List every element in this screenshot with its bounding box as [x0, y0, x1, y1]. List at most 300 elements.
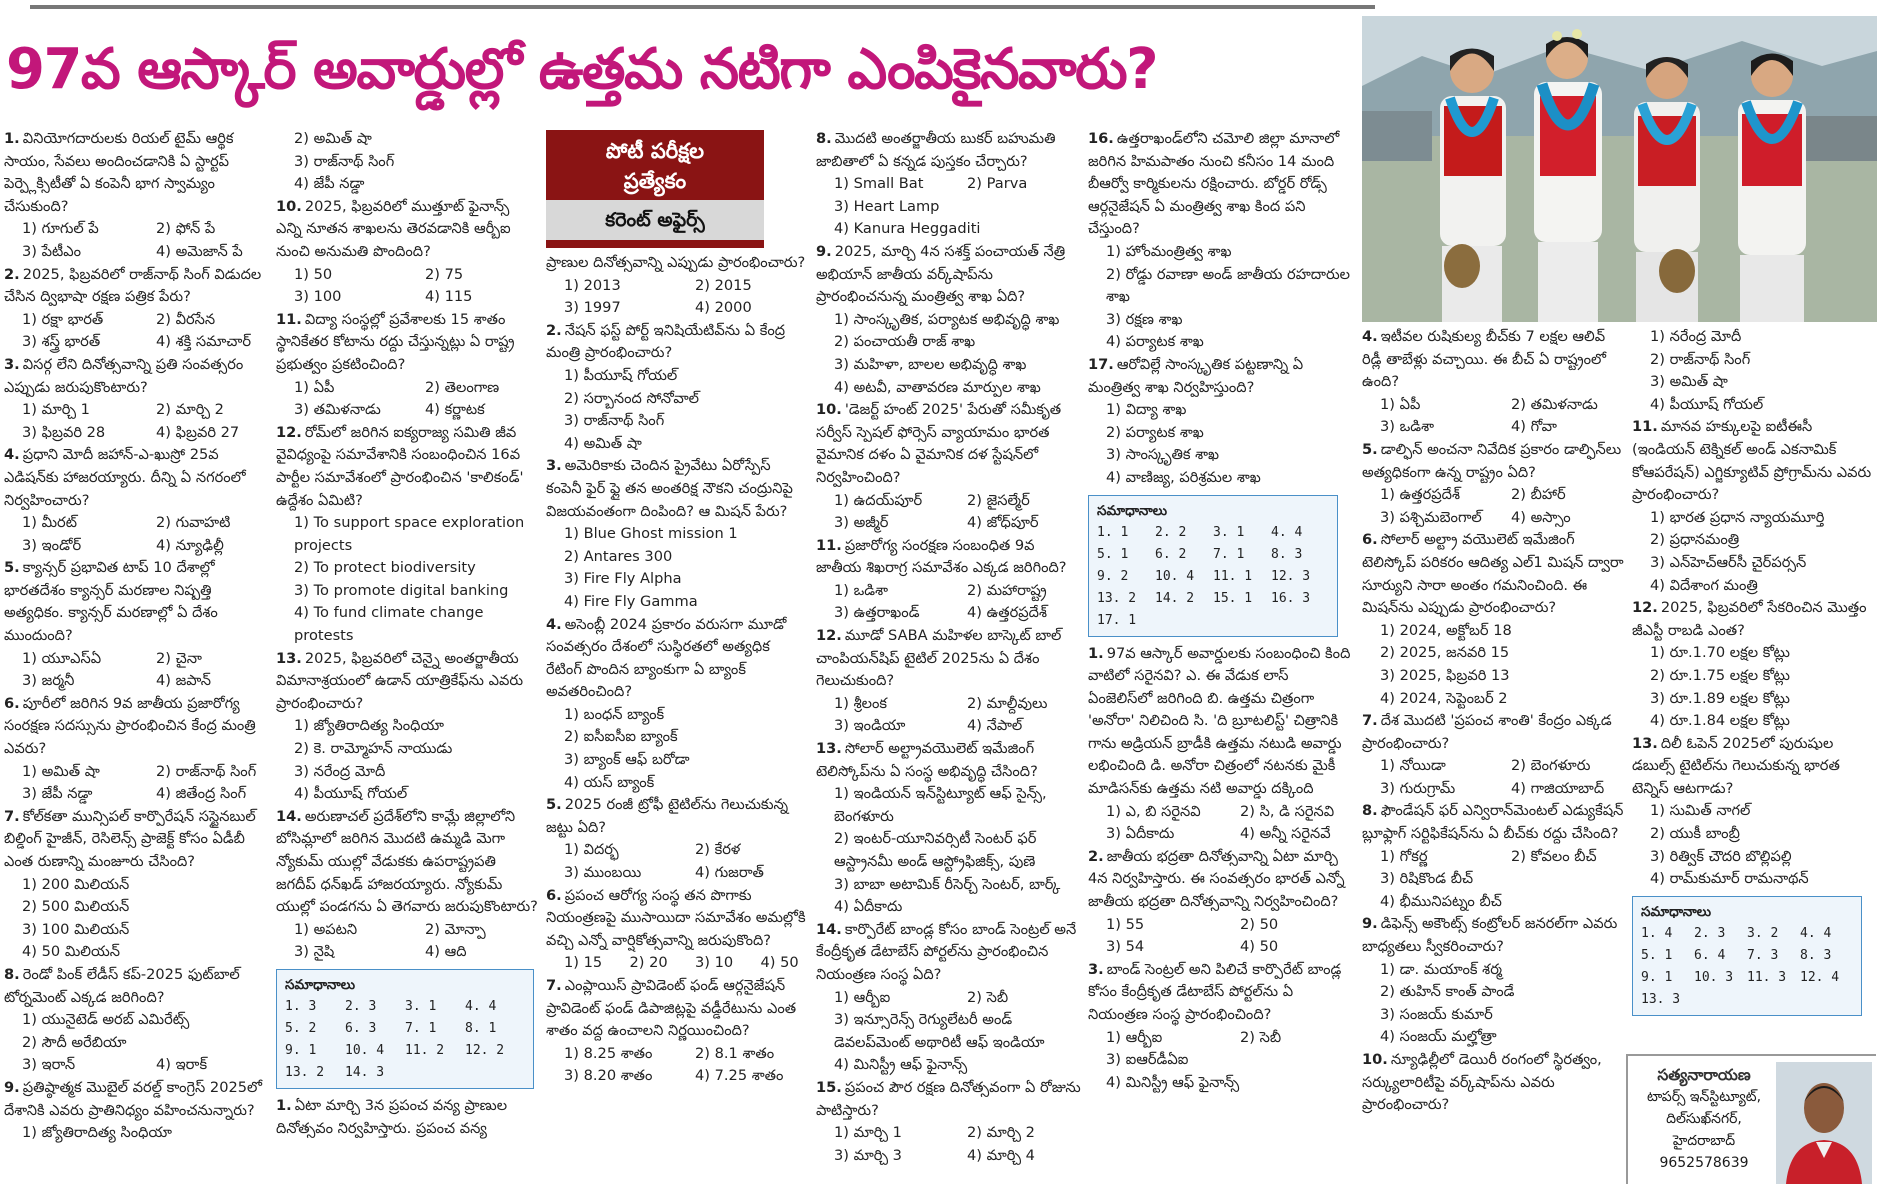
question-text: 17.: [1088, 355, 1114, 373]
answer-item: 14. 2: [1155, 590, 1195, 606]
question-9-options-cont: [276, 128, 538, 196]
option-item: 3) 54: [1106, 938, 1145, 956]
answer-item: 13. 3: [1641, 991, 1681, 1007]
question-text: 4.: [1362, 328, 1378, 345]
option-item: 1) ఎ, బి సరైనవి: [1106, 802, 1201, 820]
question-text: న్యూఢిల్లీలో డెయిరీ రంగంలో స్థిరత్వం, సర్క్యులారిటీపై వర్క్‌షాప్‌ను ఎవరు ప్రారంభించారు?: [1362, 1051, 1602, 1114]
question-text: సోలార్ అల్ట్రావయొలెట్ ఇమేజింగ్ టెలిస్కోప్‌ను ఏ సంస్థ అభివృద్ధి చేసింది?: [816, 740, 1038, 780]
answer-item: 9. 1: [1641, 969, 1673, 985]
option-item: 1) 50: [294, 265, 333, 283]
question-text: 10.: [1362, 1051, 1388, 1068]
option-item: 4) భీమునిపట్నం బీచ్: [1380, 892, 1502, 910]
question-text: 8.: [4, 965, 20, 983]
question-text: 11.: [1632, 418, 1658, 436]
option-item: 3) జర్మనీ: [22, 672, 75, 690]
option-item: 3) ఇండోర్: [22, 536, 82, 554]
option-item: 3) ఒడిశా: [1380, 418, 1434, 436]
option-item: 3) రిత్విక్ చౌదరి బొల్లిపల్లి: [1650, 847, 1792, 865]
option-item: 1) శ్రీలంక: [834, 694, 888, 712]
option-item: 4) ఫిబ్రవరి 27: [156, 423, 240, 441]
question-text: నేషన్ ఫస్ట్ పోర్ట్ ఇనిషియేటివ్‌ను ఏ కేంద్ర మంత్రి ప్రారంభించారు?: [546, 321, 786, 362]
option-item: 3) ఇన్సూరెన్స్ రెగ్యులేటరీ అండ్ డెవలప్‌మెంట్ అథారిటీ ఆఫ్ ఇండియా: [834, 1011, 1045, 1051]
option-item: 2) రాజ్‌నాథ్ సింగ్: [1650, 350, 1751, 368]
option-item: 1) Blue Ghost mission 1: [564, 525, 738, 543]
option-item: 1) సుమిత్ నాగల్: [1650, 802, 1751, 820]
question-text: ఎంప్లాయిస్ ప్రావిడెంట్ ఫండ్ ఆర్గనైజేషన్ ప్రావిడెంట్ ఫండ్ డిపాజిట్లపై వడ్డీరేటును ఎంత శాతం వద్ద ఉంచాలని నిర్ణయించింది?: [546, 977, 797, 1040]
option-item: 1) జ్యోతిరాదిత్య సింధియా: [294, 717, 444, 735]
option-item: 4) To fund climate change protests: [294, 604, 484, 645]
review-question-12: [1632, 597, 1878, 733]
review-question-10-options: [1632, 326, 1878, 416]
question-text: 97వ ఆస్కార్ అవార్డులకు సంబంధించి కింది వాటిలో సరైనవి? ఎ. ఈ వేడుక లాస్ ఏంజెలిస్‌లో జరిగింది బి. ఉత్తమ చిత్రంగా 'అనోరా' నిలిచింది సి. 'ది బ్రూటలిస్ట్' చిత్రానికి గాను అడ్రియన్ బ్రాడీకి ఉత్తమ నటుడి అవార్డు లభించింది డి. అనోరా చిత్రంలో నటనకు మైకీ మాడిసన్‌కు ఉత్తమ నటి అవార్డు దక్కింది: [1088, 644, 1351, 798]
option-item: 4) జోధ్‌పూర్: [967, 514, 1039, 532]
question-text: 9.: [816, 242, 832, 260]
option-item: 1) విదర్భ: [564, 841, 619, 859]
option-item: 4) ఆది: [425, 943, 467, 961]
answer-item: 2. 3: [345, 998, 377, 1014]
option-item: 3) సంజయ్ కుమార్: [1380, 1005, 1493, 1023]
option-item: 2) కేరళ: [695, 841, 741, 859]
option-item: 3) రిషికొండ బీచ్: [1380, 870, 1474, 888]
option-item: 1) డా. మయాంక్ శర్మ: [1380, 960, 1503, 978]
option-item: 4) రూ.1.84 లక్షల కోట్లు: [1650, 712, 1790, 730]
option-item: 2) మహారాష్ట్ర: [967, 581, 1047, 599]
practice-question-12: [816, 625, 1082, 738]
question-text: విసర్గ లేని దినోత్సవాన్ని ప్రతి సంవత్సరం ఎప్పుడు జరుపుకొంటారు?: [4, 355, 244, 396]
answer-item: 12. 2: [465, 1042, 505, 1058]
question-text: వినియోగదారులకు రియల్ టైమ్ ఆర్థిక సాయం, సేవలు అందించడానికి ఏ స్టార్టప్ పెర్ప్లెక్సిటీతో ఏ కంపెనీ భాగ స్వామ్యం చేసుకుంది?: [4, 130, 234, 215]
question-text: దేశ మొదటి 'ప్రపంచ శాంతి' కేంద్రం ఎక్కడ ప్రారంభించారు?: [1362, 712, 1612, 752]
option-item: 4) 2000: [695, 299, 752, 317]
option-item: 1) 55: [1106, 915, 1145, 933]
column-1: [4, 128, 272, 1188]
question-text: 11.: [276, 310, 302, 328]
answer-item: 5. 1: [1641, 947, 1673, 963]
practice-question-5: [546, 794, 808, 884]
question-text: కార్పొరేట్ బాండ్ల కోసం బాండ్ సెంట్రల్ అనే కేంద్రీకృత డేటాబేస్ పోర్టల్‌ను ప్రారంభించిన నియంత్రణ సంస్థ ఏది?: [816, 920, 1077, 983]
option-item: 4) 2024, సెప్టెంబర్ 2: [1380, 689, 1508, 707]
option-item: 3) ఏదీకాదు: [1106, 825, 1175, 843]
option-item: 4) జపాన్: [156, 672, 212, 690]
question-text: 8.: [1362, 802, 1378, 820]
option-item: 3) Fire Fly Alpha: [564, 570, 682, 588]
question-text: అసెంబ్లీ 2024 ప్రకారం వరుసగా మూడో సంవత్సరం దేశంలో సుస్థిరతలో అత్యధిక రేటింగ్ పొందిన బ్యాంకుగా ఏ బ్యాంక్ అవతరించింది?: [546, 615, 787, 701]
option-item: 2) 2015: [695, 276, 752, 294]
headline: 97వ ఆస్కార్ అవార్డుల్లో ఉత్తమ నటిగా ఎంపికైనవారు?: [6, 37, 1158, 102]
option-item: 2) తెలంగాణ: [425, 378, 500, 396]
option-item: 4) న్యూఢిల్లీ: [156, 536, 224, 554]
answer-item: 13. 2: [1097, 590, 1137, 606]
practice-question-16: [1088, 128, 1356, 354]
option-item: 1) బంధన్ బ్యాంక్: [564, 705, 665, 723]
answer-item: 3. 1: [405, 998, 437, 1014]
question-text: 2025, ఫిబ్రవరిలో రాజ్‌నాథ్ సింగ్ విడుదల చేసిన ద్విభాషా రక్షణ పత్రిక పేరు?: [4, 265, 262, 306]
question-text: 2.: [546, 321, 562, 339]
option-item: 4) సంజయ్ మల్హోత్రా: [1380, 1028, 1497, 1046]
option-item: 3) రక్షణ శాఖ: [1106, 310, 1183, 328]
question-text: 7.: [1362, 712, 1378, 730]
question-4: [4, 444, 272, 557]
question-text: 12.: [816, 627, 842, 645]
answer-item: 7. 1: [405, 1020, 437, 1036]
option-item: 1) ఉత్తరప్రదేశ్: [1380, 486, 1460, 504]
question-text: ఇటీవల రుషికుల్య బీచ్‌కు 7 లక్షల ఆలివ్ రిడ్లీ తాబేళ్లు వచ్చాయి. ఈ బీచ్ ఏ రాష్ట్రంలో ఉంది?: [1362, 328, 1606, 391]
option-item: 2) యుకీ బాంబ్రీ: [1650, 825, 1740, 843]
option-item: 4) మార్చి 4: [967, 1146, 1035, 1164]
option-item: 3) To promote digital banking: [294, 581, 509, 599]
option-item: 2) చైనా: [156, 649, 202, 667]
practice-question-6: [546, 885, 808, 975]
question-text: 5.: [1362, 440, 1378, 458]
question-text: 'డెజర్ట్ హంట్ 2025' పేరుతో సమీకృత సర్వీస్ స్పెషల్ ఫోర్సెస్ వ్యాయామం భారత వైమానిక దళం ఏ వైమానిక దళ స్టేషన్‌లో నిర్వహించింది?: [816, 401, 1062, 486]
option-item: 3) ఫిబ్రవరి 28: [22, 423, 106, 441]
option-item: 2) Parva: [967, 175, 1028, 193]
question-text: ప్రజారోగ్య సంరక్షణ సంబంధిత 9వ జాతీయ శిఖరాగ్ర సమావేశం ఎక్కడ జరిగింది?: [816, 536, 1067, 577]
option-item: 3) బాబా అటామిక్ రీసెర్చ్ సెంటర్, బార్క్: [834, 875, 1061, 893]
question-13: [276, 648, 538, 806]
question-text: 4.: [4, 446, 20, 464]
question-text: డాల్ఫిన్ అంచనా నివేదిక ప్రకారం డాల్ఫిన్‌లు అత్యధికంగా ఉన్న రాష్ట్రం ఏది?: [1362, 440, 1622, 481]
answer-item: 17. 1: [1097, 612, 1137, 628]
option-item: 2) సెబీ: [1240, 1028, 1282, 1046]
practice-question-17: [1088, 354, 1356, 490]
option-item: 1) 2024, అక్టోబర్ 18: [1380, 621, 1512, 639]
question-text: కోల్‌కతా మున్సిపల్ కార్పొరేషన్ సస్టైనబుల్ బిల్డింగ్ హైజీన్, రెసిలెన్స్ ప్రాజెక్ట్ కోసం ఏడీబీ ఎంత రుణాన్ని మంజూరు చేసింది?: [4, 807, 256, 870]
option-item: 1) గూగుల్ పే: [22, 220, 99, 238]
option-item: 4) అన్నీ సరైనవే: [1240, 825, 1331, 843]
option-item: 3) నరేంద్ర మోదీ: [294, 762, 386, 780]
question-text: 13.: [816, 740, 842, 758]
option-item: 1) గోకర్ణ: [1380, 847, 1428, 865]
option-item: 2) మోన్పా: [425, 920, 486, 938]
option-item: 3) ఎన్‌హెచ్ఆర్‌సీ చైర్‌పర్సన్: [1650, 553, 1807, 571]
question-text: విద్యా సంస్థల్లో ప్రవేశాలకు 15 శాతం స్థానికేతర కోటాను రద్దు చేస్తున్నట్లు ఏ రాష్ట్ర ప్రభుత్వం ప్రకటించింది?: [276, 310, 515, 373]
question-text: 14.: [276, 807, 302, 825]
option-item: 1) భారత ప్రధాన న్యాయమూర్తి: [1650, 508, 1825, 526]
answers-box: సమాధానాలు 1. 1 2. 2 3. 1 4. 4 5. 1 6. 2 7. 1 8. 3 9. 2 10. 4 11. 1 12. 3 13. 2 14. 2 15. 1 16. 3 17. 1: [1088, 495, 1338, 637]
option-item: 4) పీయూష్ గోయల్: [1650, 395, 1764, 413]
option-item: 2) అమిత్ షా: [294, 130, 372, 147]
option-item: 3) 2025, ఫిబ్రవరి 13: [1380, 666, 1510, 684]
option-item: 4) 50: [760, 954, 799, 972]
option-item: 1) ఆర్బీఐ: [834, 988, 891, 1006]
option-item: 2) Antares 300: [564, 547, 673, 565]
option-item: 1) ఉదయ్‌పూర్: [834, 491, 923, 509]
option-item: 1) యూఎస్ఏ: [22, 649, 102, 667]
option-item: 3) బ్యాంక్ ఆఫ్ బరోడా: [564, 751, 690, 769]
answer-item: 8. 1: [465, 1020, 497, 1036]
question-text: 14.: [816, 920, 842, 938]
option-item: 1) మార్చి 1: [834, 1124, 902, 1142]
option-item: 4) పీయూష్ గోయల్: [294, 785, 408, 803]
answer-item: 13. 2: [285, 1064, 325, 1080]
section-banner: పోటీ పరీక్షల ప్రత్యేకం కరెంట్ అఫైర్స్: [546, 130, 764, 248]
option-item: 4) అమెజాన్ పే: [156, 242, 243, 260]
question-text: ఆరోవిల్లే సాంస్కృతిక పట్టణాన్ని ఏ మంత్రిత్వ శాఖ నిర్వహిస్తుంది?: [1088, 355, 1304, 396]
question-text: 9.: [1362, 915, 1378, 933]
question-text: 7.: [4, 807, 20, 825]
answer-item: 2. 3: [1694, 925, 1726, 941]
review-question-10: [1362, 1049, 1624, 1117]
option-item: 3) శస్త్ర్ భారత్: [22, 333, 101, 351]
question-text: 1.: [1088, 644, 1104, 662]
question-text: 2025, ఫిబ్రవరిలో చెన్నై అంతర్జాతీయ విమానాశ్రయంలో ఉడాన్ యాత్రికేఫ్‌ను ఎవరు ప్రారంభించారు?: [276, 649, 524, 712]
option-item: 1) మీరట్: [22, 514, 77, 532]
question-text: 16.: [1088, 130, 1114, 147]
option-item: 4) పర్యాటక శాఖ: [1106, 333, 1204, 351]
option-item: 2) కె. రామ్మోహన్ నాయుడు: [294, 740, 453, 758]
practice-question-1-cont: ప్రాణుల దినోత్సవాన్ని ఎప్పుడు ప్రారంభించారు? 1) 2013 2) 2015 3) 1997 4) 2000: [546, 252, 808, 320]
practice-question-2: [546, 320, 808, 456]
option-item: 2) కోవలం బీచ్: [1511, 847, 1597, 865]
answer-item: 6. 3: [345, 1020, 377, 1036]
answer-item: 7. 3: [1747, 947, 1779, 963]
option-item: 2) జైసల్మేర్: [967, 491, 1030, 509]
option-item: 1) పీయూష్ గోయల్: [564, 366, 678, 384]
question-text: అరుణాచల్ ప్రదేశ్‌లోని కామ్లే జిల్లాలోని బోసిమ్లాలో జరిగిన మొదటి ఉమ్మడి మెగా న్యోకుమ్ యుల్లో వేడుకకు ఉపరాష్ట్రపతి జగదీప్ ధన్‌ఖడ్ హాజరయ్యారు. న్యోకుమ్ యుల్లో పండగను ఏ తెగవారు జరుపుకొంటారు?: [276, 807, 538, 916]
option-item: 1) 8.25 శాతం: [564, 1044, 653, 1062]
option-item: 2) పర్యాటక శాఖ: [1106, 423, 1204, 441]
review-question-11: [1632, 416, 1878, 597]
question-7: [4, 806, 272, 964]
option-item: 4) అమిత్ షా: [564, 434, 642, 452]
question-text: 1.: [276, 1096, 292, 1114]
option-item: 2) మార్చి 2: [156, 401, 224, 419]
answer-item: 11. 3: [1747, 969, 1787, 985]
option-item: 1) నోయిడా: [1380, 757, 1446, 775]
question-8: [4, 964, 272, 1077]
option-item: 3) 10: [695, 954, 734, 972]
author-box: [1626, 1054, 1876, 1184]
option-item: 1) మార్చి 1: [22, 401, 90, 419]
option-item: 2) రాజ్‌నాథ్ సింగ్: [156, 762, 257, 780]
option-item: 4) యస్ బ్యాంక్: [564, 773, 655, 791]
question-text: మూడో SABA మహిళల బాస్కెట్ బాల్ చాంపియన్‌షిప్ టైటిల్ 2025ను ఏ దేశం గెలుచుకుంది?: [816, 627, 1062, 690]
answer-item: 11. 1: [1213, 568, 1253, 584]
answer-item: 14. 3: [345, 1064, 385, 1080]
practice-question-3: [546, 455, 808, 613]
question-1: [4, 128, 272, 264]
option-item: 1) ఏపీ: [1380, 395, 1421, 413]
question-text: 5.: [4, 559, 20, 577]
question-12: [276, 422, 538, 648]
review-question-1: [1088, 643, 1356, 846]
question-9: [4, 1077, 272, 1145]
question-text: 12.: [276, 423, 302, 441]
option-item: 2) 8.1 శాతం: [695, 1044, 775, 1062]
question-10: [276, 196, 538, 309]
option-item: 3) మార్చి 3: [834, 1146, 902, 1164]
option-item: 2) మాల్దీవులు: [967, 694, 1048, 712]
practice-question-9: [816, 241, 1082, 399]
practice-question-7: [546, 975, 808, 1088]
question-14: [276, 806, 538, 964]
option-item: 2) ప్రధానమంత్రి: [1650, 531, 1740, 549]
option-item: 3) నైషి: [294, 943, 335, 961]
answer-item: 12. 4: [1800, 969, 1840, 985]
option-item: 4) అటవీ, వాతావరణ మార్పుల శాఖ: [834, 378, 1041, 396]
option-item: 3) సాంస్కృతిక శాఖ: [1106, 446, 1220, 464]
column-3: [546, 252, 808, 1188]
practice-question-13: [816, 738, 1082, 919]
answers-box: సమాధానాలు 1. 3 2. 3 3. 1 4. 4 5. 2 6. 3 7. 1 8. 1 9. 1 10. 4 11. 2 12. 2 13. 2 14. 3: [276, 969, 534, 1089]
review-question-6: [1362, 529, 1624, 710]
question-text: 11.: [816, 536, 842, 554]
option-item: 4) గుజరాత్: [695, 864, 764, 882]
option-item: 2) వీరసేన: [156, 310, 216, 328]
practice-question-15: [816, 1077, 1082, 1167]
option-item: 4) మినిస్ట్రీ ఆఫ్ ఫైనాన్స్: [1106, 1073, 1240, 1091]
option-item: 2) 50: [1240, 915, 1279, 933]
option-item: 2) గువాహటి: [156, 514, 231, 532]
question-text: 6.: [4, 694, 20, 712]
option-item: 1) రూ.1.70 లక్షల కోట్లు: [1650, 644, 1790, 662]
practice-question-1: [276, 1095, 538, 1140]
option-item: 1) జ్యోతిరాదిత్య సింధియా: [22, 1124, 172, 1142]
option-item: 2) తమిళనాడు: [1511, 395, 1598, 413]
option-item: 4) Kanura Heggaditi: [834, 220, 981, 238]
column-6: [1362, 326, 1624, 1188]
option-item: 1) సాంస్కృతిక, పర్యాటక అభివృద్ధి శాఖ: [834, 310, 1060, 328]
option-item: 1) ఇండియన్ ఇన్‌స్టిట్యూట్ ఆఫ్ సైన్స్, బెంగళూరు: [834, 785, 1047, 825]
question-text: క్యాన్సర్ ప్రభావిత టాప్ 10 దేశాల్లో భారతదేశం క్యాన్సర్ మరణాల నిష్పత్తి అత్యధికం. క్యాన్సర్ మరణాల్లో ఏ దేశం ముందుంది?: [4, 559, 218, 645]
option-item: 4) 50: [1240, 938, 1279, 956]
review-question-3: [1088, 959, 1356, 1095]
question-text: 3.: [1088, 960, 1104, 978]
option-item: 2) సౌదీ అరేబియా: [22, 1033, 127, 1051]
column-2: [276, 128, 538, 1188]
question-text: 3.: [4, 355, 20, 373]
answer-item: 6. 2: [1155, 546, 1187, 562]
option-item: 3) ఇరాన్: [22, 1056, 76, 1074]
answer-item: 6. 4: [1694, 947, 1726, 963]
answer-item: 4. 4: [465, 998, 497, 1014]
news-photo: [1362, 16, 1877, 322]
option-item: 1) నరేంద్ర మోదీ: [1650, 328, 1742, 345]
question-text: 2025 రంజీ ట్రోఫీ టైటిల్‌ను గెలుచుకున్న జట్టు ఏది?: [546, 796, 789, 836]
answer-item: 4. 4: [1271, 524, 1303, 540]
question-text: 10.: [276, 197, 302, 215]
question-text: 15.: [816, 1078, 842, 1096]
option-item: 1) To support space exploration projects: [294, 514, 525, 554]
answer-item: 9. 2: [1097, 568, 1129, 584]
option-item: 3) జేపీ నడ్డా: [22, 785, 93, 803]
option-item: 4) అస్సాం: [1511, 508, 1571, 526]
practice-question-4: [546, 614, 808, 795]
option-item: 4) కర్ణాటక: [425, 401, 485, 419]
answers-box: సమాధానాలు 1. 4 2. 3 3. 2 4. 4 5. 1 6. 4 7. 3 8. 3 9. 1 10. 3 11. 3 12. 4 13. 3: [1632, 896, 1862, 1016]
answer-item: 2. 2: [1155, 524, 1187, 540]
option-item: 3) 1997: [564, 299, 621, 317]
question-3: [4, 354, 272, 444]
question-11: [276, 309, 538, 422]
answer-item: 10. 4: [345, 1042, 385, 1058]
review-question-2: [1088, 846, 1356, 959]
option-item: 2) To protect biodiversity: [294, 559, 476, 577]
option-item: 2) పంచాయతీ రాజ్ శాఖ: [834, 333, 976, 351]
answer-item: 9. 1: [285, 1042, 317, 1058]
option-item: 4) శక్తి సమాచార్: [156, 333, 252, 351]
option-item: 2) బీహార్: [1511, 486, 1566, 504]
question-text: 2.: [1088, 847, 1104, 865]
question-text: 2.: [4, 265, 20, 283]
option-item: 3) 8.20 శాతం: [564, 1067, 653, 1085]
option-item: 1) 200 మిలియన్: [22, 875, 130, 893]
option-item: 4) ఇరాక్: [156, 1056, 208, 1074]
question-text: ప్రపంచ ఆరోగ్య సంస్థ తన పొగాకు నియంత్రణపై ముసాయిదా సమావేశం అమల్లోకి వచ్చి ఎన్నో వార్షికోత్సవాన్ని జరుపుకొంది?: [546, 886, 806, 949]
author-name: సత్యనారాయణ: [1657, 1066, 1751, 1084]
answer-item: 3. 1: [1213, 524, 1245, 540]
option-item: 4) గాజియాబాద్: [1511, 779, 1605, 797]
question-text: అమెరికాకు చెందిన ప్రైవేటు ఏరోస్పేస్ కంపెనీ ఫైర్ ఫ్లై తన అంతరిక్ష నౌకని చంద్రునిపై విజయవంతంగా దింపింది? ఆ మిషన్ పేరు?: [546, 457, 793, 520]
option-item: 2) మార్చి 2: [967, 1124, 1035, 1142]
question-text: బాండ్ సెంట్రల్ అని పిలిచే కార్పొరేట్ బాండ్ల కోసం కేంద్రీకృత డేటాబేస్ పోర్టల్‌ను ఏ నియంత్రణ సంస్థ ప్రారంభించింది?: [1088, 960, 1342, 1023]
option-item: 3) 100: [294, 288, 342, 306]
option-item: 3) రాజ్‌నాథ్ సింగ్: [294, 152, 395, 170]
practice-question-8: [816, 128, 1082, 241]
option-item: 2) సెబీ: [967, 988, 1009, 1006]
option-item: 2) రోడ్డు రవాణా అండ్ జాతీయ రహదారుల శాఖ: [1106, 265, 1351, 306]
author-org: టాపర్స్ ఇన్‌స్టిట్యూట్,: [1646, 1089, 1762, 1105]
review-question-9: [1362, 913, 1624, 1049]
option-item: 2) 20: [629, 954, 668, 972]
answer-item: 4. 4: [1800, 925, 1832, 941]
option-item: 4) 7.25 శాతం: [695, 1067, 784, 1085]
answer-item: 8. 3: [1271, 546, 1303, 562]
option-item: 2) సి, డి సరైనవి: [1240, 802, 1335, 820]
question-text: ప్రపంచ పౌర రక్షణ దినోత్సవంగా ఏ రోజును పాటిస్తారు?: [816, 1078, 1081, 1119]
option-item: 3) పేటీఎం: [22, 242, 82, 260]
option-item: 3) 100 మిలియన్: [22, 920, 130, 938]
option-item: 4) వాణిజ్య, పరిశ్రమల శాఖ: [1106, 468, 1261, 486]
practice-question-11: [816, 535, 1082, 625]
question-text: 3.: [546, 457, 562, 475]
answer-item: 11. 2: [405, 1042, 445, 1058]
question-text: 7.: [546, 977, 562, 994]
option-item: 3) పశ్చిమబెంగాల్: [1380, 508, 1482, 526]
question-text: 5.: [546, 796, 562, 814]
option-item: 2) ఐసీఐసీఐ బ్యాంక్: [564, 728, 678, 746]
option-item: 1) 2013: [564, 276, 621, 294]
option-item: 4) 115: [425, 288, 473, 306]
question-text: పూరీలో జరిగిన 9వ జాతీయ ప్రజారోగ్య సంరక్షణ సదస్సును ప్రారంభించిన కేంద్ర మంత్రి ఎవరు?: [4, 694, 256, 758]
review-question-7: [1362, 710, 1624, 800]
question-text: 4.: [546, 615, 562, 633]
option-item: 1) 15: [564, 954, 603, 972]
option-item: 2) రూ.1.75 లక్షల కోట్లు: [1650, 666, 1790, 684]
question-5: [4, 557, 272, 693]
option-item: 3) అజ్మీర్: [834, 514, 889, 532]
answer-item: 10. 4: [1155, 568, 1195, 584]
question-text: ఏటా మార్చి 3న ప్రపంచ వన్య ప్రాణుల దినోత్సవం నిర్వహిస్తారు. ప్రపంచ వన్య: [276, 1096, 508, 1137]
option-item: 4) విదేశాంగ మంత్రి: [1650, 576, 1758, 594]
option-item: 3) అమిత్ షా: [1650, 373, 1728, 391]
option-item: 3) Heart Lamp: [834, 197, 940, 215]
option-item: 3) తమిళనాడు: [294, 401, 381, 419]
review-question-5: [1362, 439, 1624, 529]
option-item: 1) Small Bat: [834, 175, 924, 193]
question-text: రెండో పింక్ లేడీస్ కప్-2025 ఫుట్‌బాల్ టోర్నమెంట్ ఎక్కడ జరిగింది?: [4, 965, 240, 1006]
question-text: ఫౌండేషన్ ఫర్ ఎన్విరాన్‌మెంటల్ ఎడ్యుకేషన్ బ్లూఫ్లాగ్ సర్టిఫికేషన్‌ను ఏ బీచ్‌కు రద్దు చేసింది?: [1362, 802, 1624, 843]
question-text: 2025, మార్చి 4న సశక్త్ పంచాయత్ నేత్రి అభియాన్ జాతీయ వర్క్‌షాప్‌ను ప్రారంభించనున్న మంత్రిత్వ శాఖ ఏది?: [816, 242, 1066, 306]
option-item: 2) బెంగళూరు: [1511, 757, 1591, 775]
author-place: దిల్‌సుఖ్‌నగర్, హైదరాబాద్: [1666, 1111, 1742, 1149]
question-text: మానవ హక్కులపై ఐటీఈసీ (ఇండియన్ టెక్నికల్ అండ్ ఎకనామిక్ కోఆపరేషన్) ఎగ్జిక్యూటివ్ ప్రోగ్రామ్‌ను ఎవరు ప్రారంభించారు?: [1632, 418, 1872, 504]
answer-item: 1. 1: [1097, 524, 1129, 540]
question-text: మొదటి అంతర్జాతీయ బుకర్ బహుమతి జాబితాలో ఏ కన్నడ పుస్తకం చేర్చారు?: [816, 130, 1056, 170]
answer-item: 5. 1: [1097, 546, 1129, 562]
option-item: 3) ఇండియా: [834, 717, 906, 735]
